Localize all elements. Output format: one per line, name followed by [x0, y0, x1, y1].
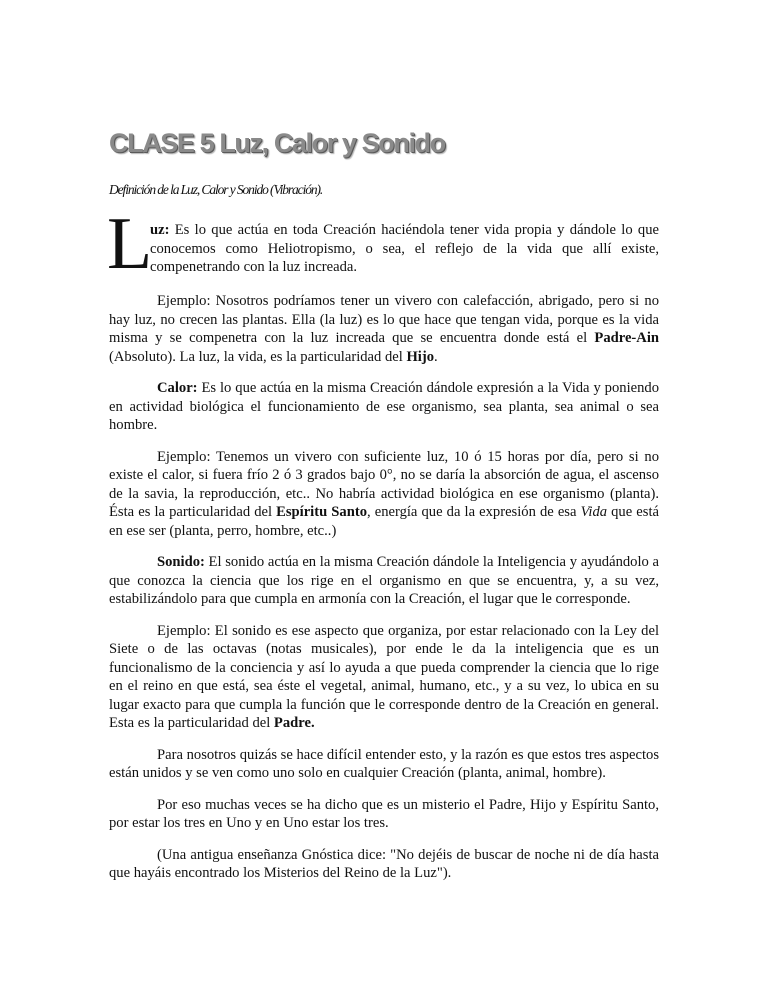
text-run: El sonido actúa en la misma Creación dándole la Inteligencia y ayudándolo a que conozca la ciencia que los rige en el organismo en que se encuentra, y, a su vez, estabilizándolo para que cumpla en armonía con la Creación, el lugar que le corresponde.	[109, 554, 659, 607]
bold-hijo: Hijo	[406, 348, 435, 365]
text-run: Ejemplo: Nosotros podríamos tener un vivero con calefacción, abrigado, pero si no hay luz, no crecen las plantas. Ella (la luz) es lo que hace que tengan vida, porque es la vida misma y se compenetra con la luz increada que se encuentra donde está el	[109, 293, 659, 346]
paragraph-misterio: Por eso muchas veces se ha dicho que es un misterio el Padre, Hijo y Espíritu Santo, por estar los tres en Uno y en Uno estar los tres.	[109, 796, 659, 831]
bold-padre-ain: Padre-Ain	[594, 330, 659, 346]
text-run: (Absoluto). La luz, la vida, es la particularidad del	[109, 348, 407, 365]
text-run: Ejemplo: Tenemos un vivero con suficiente luz, 10 ó 15 horas por día, pero si no existe el calor, si fuera frío 2 ó 3 grados bajo 0°, no se daría la absorción de agua, el ascenso de la savia, la reproducción, etc.. No habría actividad biológica en ese organismo (planta). Ésta es la particularidad del	[109, 448, 659, 520]
luz-label: uz:	[150, 222, 170, 238]
paragraph-ejemplo-sonido	[109, 622, 659, 733]
paragraph-calor	[109, 379, 659, 435]
page-title: CLASE 5 Luz, Calor y Sonido	[109, 128, 445, 158]
luz-text: Es lo que actúa en toda Creación haciéndola tener vida propia y dándole lo que conocemos como Heliotropismo, o sea, el reflejo de la vida que allí existe, compenetrando con la luz increada.	[150, 222, 659, 275]
text-run: Ejemplo: El sonido es ese aspecto que organiza, por estar relacionado con la Ley del Siete o de las octavas (notas musicales), por ende le da la inteligencia que es un funcionalismo de la conciencia y así lo ayuda a que pueda comprender la ciencia que lo rige en el reino en que está, sea éste el vegetal, animal, humano, etc., y a su vez, lo ubica en su lugar exacto para que cumpla la función que le corresponde dentro de la Creación en general. Esta es la particularidad del	[109, 622, 659, 731]
sonido-label: Sonido:	[157, 554, 205, 570]
paragraph-gnostica: (Una antigua enseñanza Gnóstica dice: "No dejéis de buscar de noche ni de día hasta que hayáis encontrado los Misterios del Reino de la Luz").	[109, 846, 659, 881]
text-run: .	[434, 348, 438, 365]
paragraph-ejemplo-calor	[109, 448, 659, 541]
text-run: , energía que da la expresión de esa	[367, 504, 581, 520]
bold-espiritu-santo: Espíritu Santo	[276, 504, 367, 520]
body-text	[109, 292, 659, 896]
text-run: que está en ese ser (planta, perro, hombre, etc..)	[109, 504, 659, 539]
italic-vida: Vida	[580, 504, 608, 520]
calor-label: Calor:	[157, 380, 198, 396]
paragraph-sonido	[109, 553, 659, 609]
bold-padre: Padre.	[273, 715, 315, 731]
paragraph-luz	[150, 221, 659, 277]
section-subtitle: Definición de la Luz, Calor y Sonido (Vibración).	[109, 182, 323, 197]
drop-cap: L	[107, 203, 153, 285]
paragraph-dificil: Para nosotros quizás se hace difícil entender esto, y la razón es que estos tres aspectos están unidos y se ven como uno solo en cualquier Creación (planta, animal, hombre).	[109, 746, 659, 781]
paragraph-ejemplo-luz	[109, 292, 659, 366]
text-run: Es lo que actúa en la misma Creación dándole expresión a la Vida y poniendo en actividad biológica el funcionamiento de ese organismo, sea planta, sea animal o sea hombre.	[109, 380, 659, 433]
